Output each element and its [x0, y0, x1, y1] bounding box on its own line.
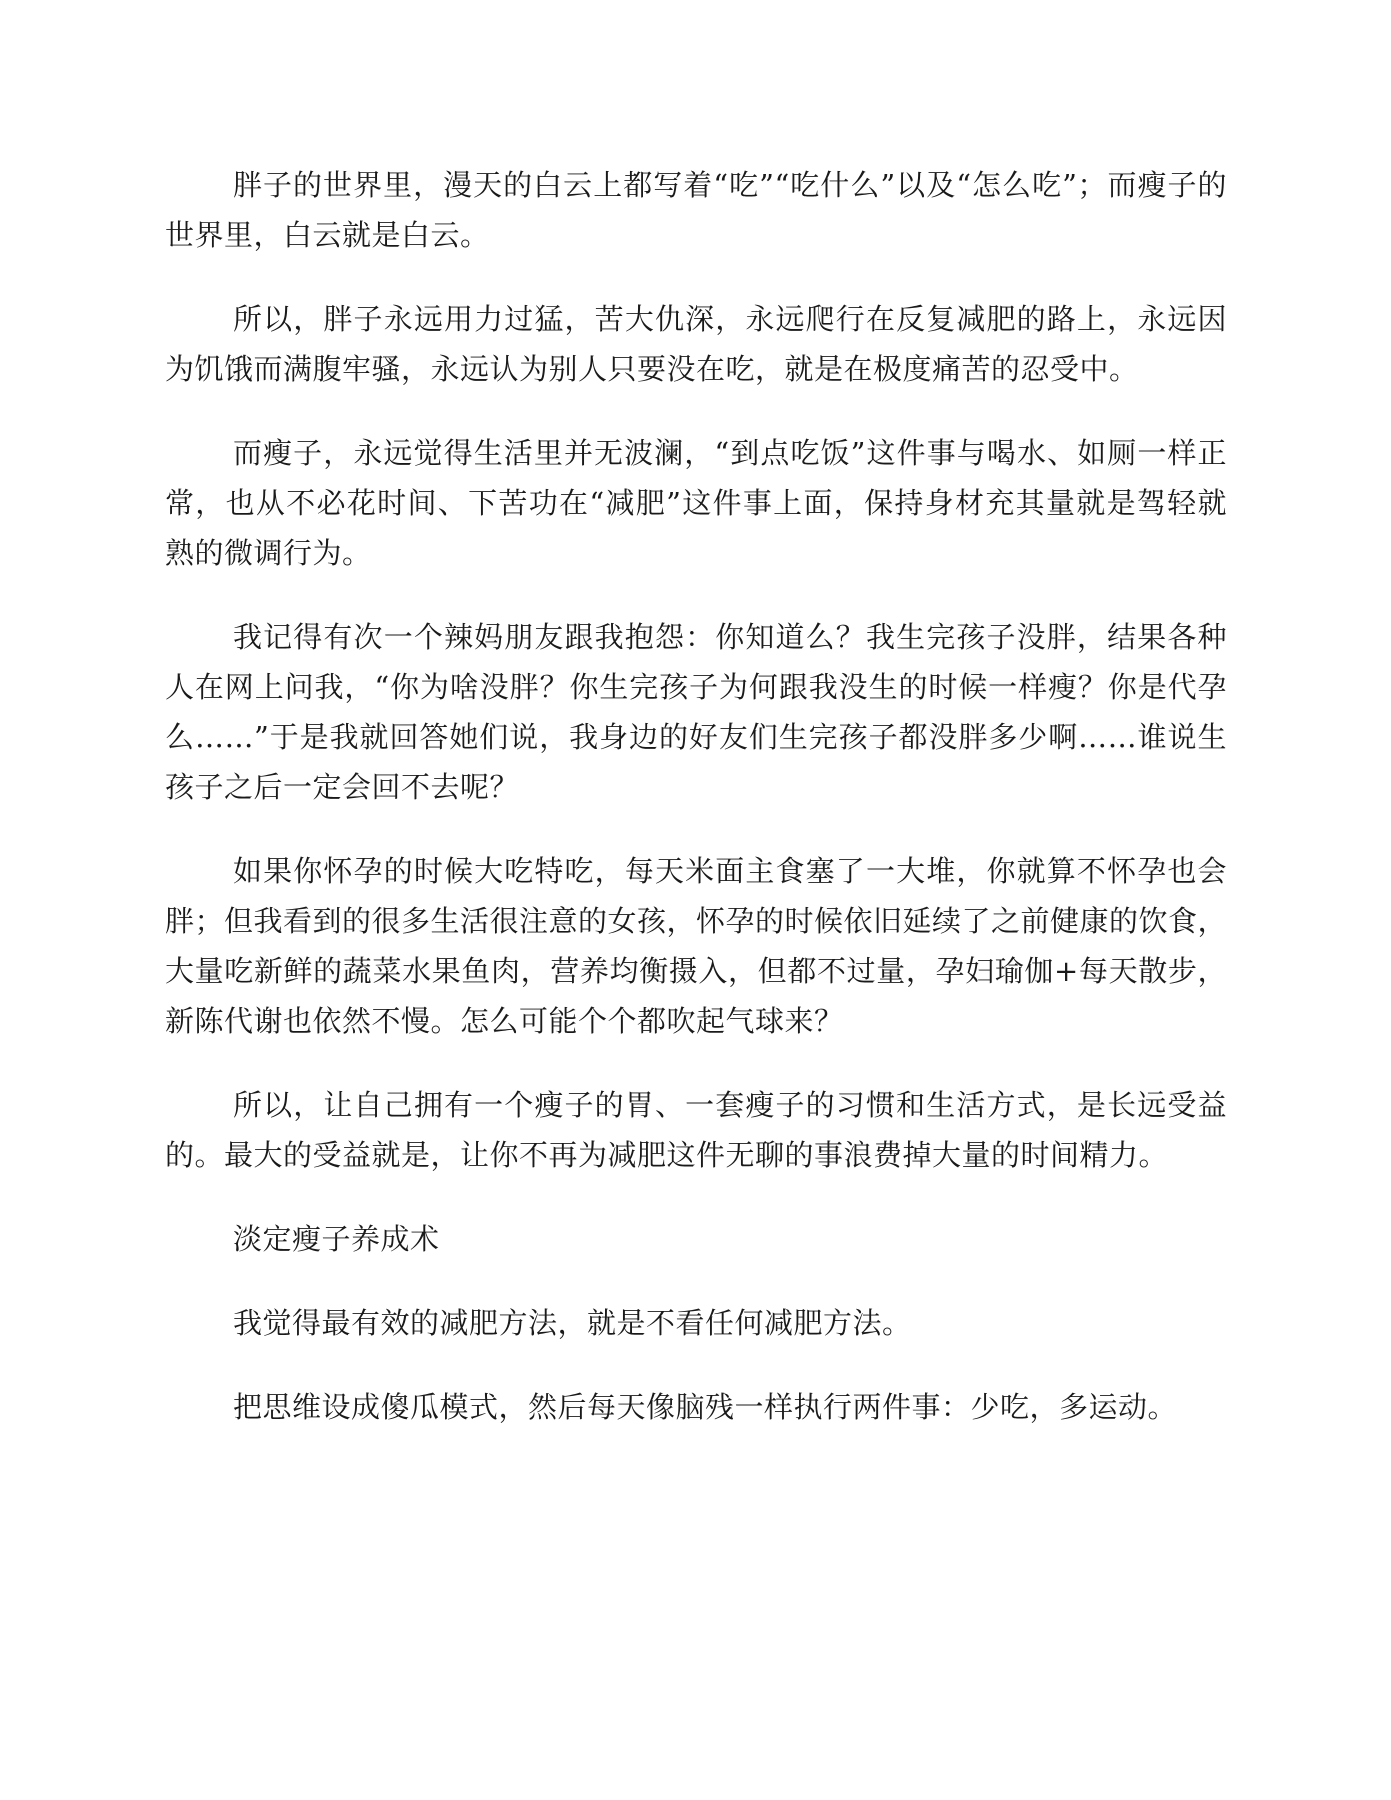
document-body: [165, 160, 1227, 1466]
paragraph-3: 而瘦子，永远觉得生活里并无波澜，“到点吃饭”这件事与喝水、如厕一样正常，也从不必花时间、下苦功在“减肥”这件事上面，保持身材充其量就是驾轻就熟的微调行为。: [165, 436, 1227, 570]
paragraph-5: 如果你怀孕的时候大吃特吃，每天米面主食塞了一大堆，你就算不怀孕也会胖；但我看到的很多生活很注意的女孩，怀孕的时候依旧延续了之前健康的饮食，大量吃新鲜的蔬菜水果鱼肉，营养均衡摄入，但都不过量，孕妇瑜伽+每天散步，新陈代谢也依然不慢。怎么可能个个都吹起气球来？: [165, 854, 1228, 1038]
section-heading: 淡定瘦子养成术: [233, 1222, 440, 1256]
paragraph-8: 把思维设成傻瓜模式，然后每天像脑残一样执行两件事：少吃，多运动。: [233, 1390, 1178, 1424]
paragraph-6: 所以，让自己拥有一个瘦子的胃、一套瘦子的习惯和生活方式，是长远受益的。最大的受益就是，让你不再为减肥这件无聊的事浪费掉大量的时间精力。: [165, 1088, 1227, 1172]
paragraph-1: 胖子的世界里，漫天的白云上都写着“吃”“吃什么”以及“怎么吃”；而瘦子的世界里，白云就是白云。: [165, 168, 1227, 252]
paragraph-4: 我记得有次一个辣妈朋友跟我抱怨：你知道么？我生完孩子没胖，结果各种人在网上问我，“你为啥没胖？你生完孩子为何跟我没生的时候一样瘦？你是代孕么……”于是我就回答她们说，我身边的好友们生完孩子都没胖多少啊……谁说生孩子之后一定会回不去呢？: [165, 620, 1227, 804]
paragraph-7: 我觉得最有效的减肥方法，就是不看任何减肥方法。: [233, 1306, 912, 1340]
paragraph-2: 所以，胖子永远用力过猛，苦大仇深，永远爬行在反复减肥的路上，永远因为饥饿而满腹牢骚，永远认为别人只要没在吃，就是在极度痛苦的忍受中。: [165, 302, 1227, 386]
